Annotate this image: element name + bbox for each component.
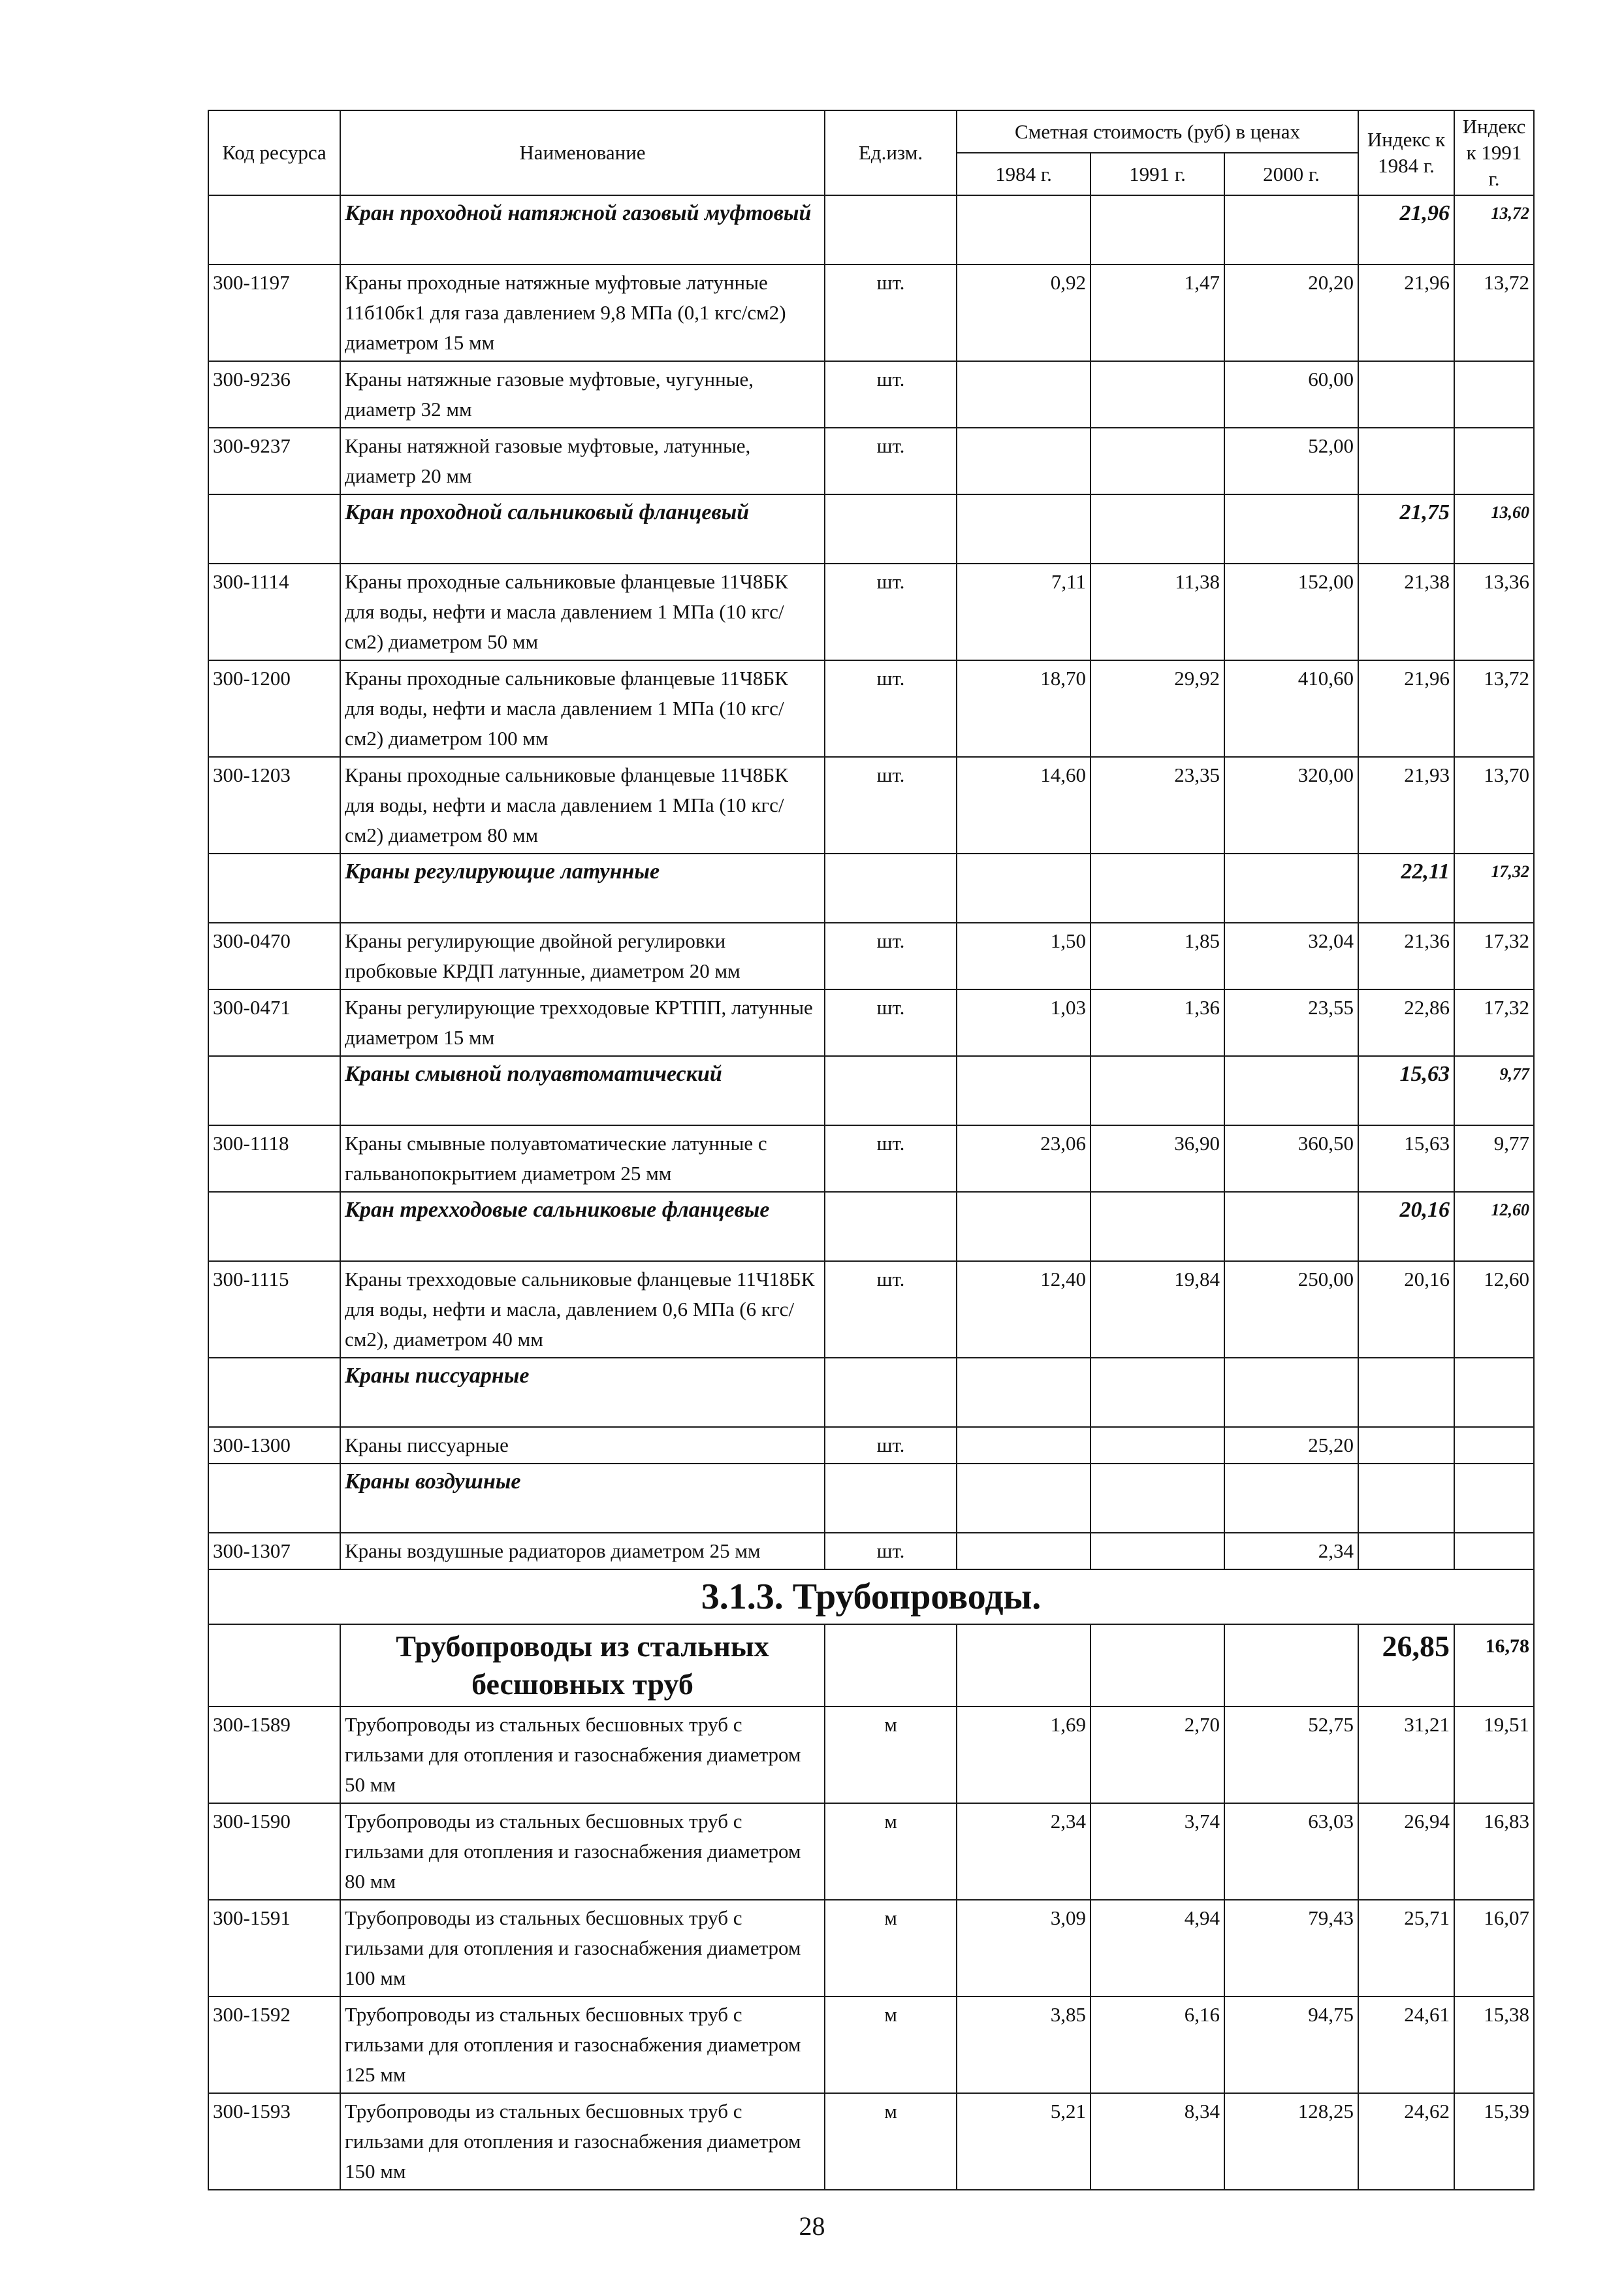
header-code: Код ресурса (208, 110, 340, 195)
cost-1991 (1091, 428, 1224, 494)
index-1991 (1454, 1533, 1534, 1569)
group-name: Краны смывной полуавтоматический (340, 1056, 825, 1125)
cost-1984: 3,85 (957, 1996, 1091, 2093)
cost-1984: 2,34 (957, 1803, 1091, 1900)
group-index-1984 (1358, 1464, 1454, 1533)
group-index-1991 (1454, 1358, 1534, 1427)
group-code-empty (208, 494, 340, 564)
group-code-empty (208, 1056, 340, 1125)
resource-name: Краны писсуарные (340, 1427, 825, 1464)
big-group-index-1991: 16,78 (1454, 1624, 1534, 1707)
index-1991: 15,39 (1454, 2093, 1534, 2190)
cost-2000: 250,00 (1224, 1261, 1358, 1358)
table-row (208, 1996, 1534, 2093)
cost-2000: 60,00 (1224, 361, 1358, 428)
resource-code: 300-9236 (208, 361, 340, 428)
cost-1984: 3,09 (957, 1900, 1091, 1996)
group-empty (957, 854, 1091, 923)
cost-2000: 52,00 (1224, 428, 1358, 494)
group-index-1991: 13,72 (1454, 195, 1534, 265)
unit-of-measure: шт. (825, 757, 957, 854)
group-index-1984 (1358, 1358, 1454, 1427)
group-empty (825, 1056, 957, 1125)
table-row (208, 1803, 1534, 1900)
group-code-empty (208, 1464, 340, 1533)
table-row (208, 428, 1534, 494)
resource-name: Трубопроводы из стальных бесшовных труб с гильзами для отопления и газоснабжения диаметром 150 мм (340, 2093, 825, 2190)
index-1991: 17,32 (1454, 923, 1534, 989)
group-name: Краны регулирующие латунные (340, 854, 825, 923)
index-1991 (1454, 428, 1534, 494)
unit-of-measure: шт. (825, 1261, 957, 1358)
cost-1984: 1,03 (957, 989, 1091, 1056)
group-index-1991: 17,32 (1454, 854, 1534, 923)
cost-1984 (957, 1533, 1091, 1569)
cost-2000: 94,75 (1224, 1996, 1358, 2093)
group-row (208, 1192, 1534, 1261)
group-empty (957, 1358, 1091, 1427)
cost-1991: 8,34 (1091, 2093, 1224, 2190)
table-row (208, 265, 1534, 361)
resource-name: Краны проходные сальниковые фланцевые 11Ч8БК для воды, нефти и масла давлением 1 МПа (10 кгс/см2) диаметром 100 мм (340, 660, 825, 757)
resource-code: 300-1590 (208, 1803, 340, 1900)
index-1984: 21,96 (1358, 660, 1454, 757)
index-1991 (1454, 1427, 1534, 1464)
resource-name: Краны проходные натяжные муфтовые латунные 11б10бк1 для газа давлением 9,8 МПа (0,1 кгс/см2) диаметром 15 мм (340, 265, 825, 361)
cost-1984: 14,60 (957, 757, 1091, 854)
group-index-1984: 21,96 (1358, 195, 1454, 265)
resource-name: Краны проходные сальниковые фланцевые 11Ч8БК для воды, нефти и масла давлением 1 МПа (10 кгс/см2) диаметром 80 мм (340, 757, 825, 854)
cost-1984 (957, 361, 1091, 428)
group-code-empty (208, 1192, 340, 1261)
cost-1984: 0,92 (957, 265, 1091, 361)
cost-1991: 2,70 (1091, 1707, 1224, 1803)
index-1984: 21,96 (1358, 265, 1454, 361)
index-1984 (1358, 1533, 1454, 1569)
group-index-1984: 20,16 (1358, 1192, 1454, 1261)
price-table (208, 110, 1535, 2190)
group-empty (957, 1624, 1091, 1707)
table-row (208, 1427, 1534, 1464)
table-header (208, 110, 1534, 195)
group-row (208, 1056, 1534, 1125)
resource-code: 300-1593 (208, 2093, 340, 2190)
table-row (208, 757, 1534, 854)
table-row (208, 989, 1534, 1056)
group-index-1991: 12,60 (1454, 1192, 1534, 1261)
group-index-1991: 13,60 (1454, 494, 1534, 564)
group-empty (1091, 1624, 1224, 1707)
group-empty (957, 1464, 1091, 1533)
cost-1991: 3,74 (1091, 1803, 1224, 1900)
group-empty (1224, 1464, 1358, 1533)
table-row (208, 361, 1534, 428)
index-1984: 24,62 (1358, 2093, 1454, 2190)
section-title: 3.1.3. Трубопроводы. (208, 1569, 1534, 1624)
index-1991: 13,70 (1454, 757, 1534, 854)
group-index-1991 (1454, 1464, 1534, 1533)
group-empty (1091, 494, 1224, 564)
group-empty (825, 854, 957, 923)
unit-of-measure: шт. (825, 660, 957, 757)
header-unit: Ед.изм. (825, 110, 957, 195)
index-1984 (1358, 361, 1454, 428)
cost-1991: 29,92 (1091, 660, 1224, 757)
cost-2000: 52,75 (1224, 1707, 1358, 1803)
unit-of-measure: шт. (825, 989, 957, 1056)
group-empty (957, 195, 1091, 265)
unit-of-measure: шт. (825, 564, 957, 660)
table-row (208, 1707, 1534, 1803)
table-row (208, 1261, 1534, 1358)
index-1991: 13,36 (1454, 564, 1534, 660)
index-1991: 13,72 (1454, 265, 1534, 361)
cost-1991: 6,16 (1091, 1996, 1224, 2093)
group-row (208, 854, 1534, 923)
table-row (208, 923, 1534, 989)
cost-2000: 32,04 (1224, 923, 1358, 989)
group-row (208, 1358, 1534, 1427)
header-index-1984: Индекс к 1984 г. (1358, 110, 1454, 195)
unit-of-measure: м (825, 1900, 957, 1996)
resource-name: Краны натяжные газовые муфтовые, чугунные, диаметр 32 мм (340, 361, 825, 428)
resource-name: Трубопроводы из стальных бесшовных труб с гильзами для отопления и газоснабжения диаметром 80 мм (340, 1803, 825, 1900)
group-empty (1224, 1056, 1358, 1125)
header-year-1984: 1984 г. (957, 153, 1091, 195)
cost-2000: 79,43 (1224, 1900, 1358, 1996)
unit-of-measure: м (825, 1803, 957, 1900)
cost-2000: 25,20 (1224, 1427, 1358, 1464)
group-empty (1224, 854, 1358, 923)
index-1991: 16,83 (1454, 1803, 1534, 1900)
group-row (208, 1464, 1534, 1533)
index-1984: 21,38 (1358, 564, 1454, 660)
cost-1991 (1091, 361, 1224, 428)
index-1991: 17,32 (1454, 989, 1534, 1056)
index-1984: 22,86 (1358, 989, 1454, 1056)
header-year-1991: 1991 г. (1091, 153, 1224, 195)
unit-of-measure: м (825, 2093, 957, 2190)
group-name: Краны воздушные (340, 1464, 825, 1533)
cost-1984 (957, 428, 1091, 494)
group-empty (1091, 1464, 1224, 1533)
cost-1991: 36,90 (1091, 1125, 1224, 1192)
group-empty (1224, 1192, 1358, 1261)
section-row (208, 1569, 1534, 1624)
group-index-1984: 22,11 (1358, 854, 1454, 923)
index-1984: 26,94 (1358, 1803, 1454, 1900)
cost-1991: 4,94 (1091, 1900, 1224, 1996)
group-empty (1091, 1056, 1224, 1125)
resource-name: Трубопроводы из стальных бесшовных труб с гильзами для отопления и газоснабжения диаметром 50 мм (340, 1707, 825, 1803)
cost-1991 (1091, 1427, 1224, 1464)
group-empty (957, 1192, 1091, 1261)
resource-name: Трубопроводы из стальных бесшовных труб с гильзами для отопления и газоснабжения диаметром 125 мм (340, 1996, 825, 2093)
cost-1984: 23,06 (957, 1125, 1091, 1192)
index-1984: 31,21 (1358, 1707, 1454, 1803)
resource-code: 300-1592 (208, 1996, 340, 2093)
group-code-empty (208, 1624, 340, 1707)
big-group-row (208, 1624, 1534, 1707)
resource-name: Трубопроводы из стальных бесшовных труб с гильзами для отопления и газоснабжения диаметром 100 мм (340, 1900, 825, 1996)
index-1984: 21,93 (1358, 757, 1454, 854)
header-name: Наименование (340, 110, 825, 195)
unit-of-measure: м (825, 1996, 957, 2093)
unit-of-measure: шт. (825, 923, 957, 989)
group-code-empty (208, 1358, 340, 1427)
group-empty (957, 1056, 1091, 1125)
group-empty (1091, 195, 1224, 265)
table-row (208, 564, 1534, 660)
resource-code: 300-1589 (208, 1707, 340, 1803)
group-code-empty (208, 195, 340, 265)
table-row (208, 2093, 1534, 2190)
index-1991: 16,07 (1454, 1900, 1534, 1996)
group-name: Кран трехходовые сальниковые фланцевые (340, 1192, 825, 1261)
cost-1984: 1,69 (957, 1707, 1091, 1803)
header-index-1991: Индекс к 1991 г. (1454, 110, 1534, 195)
group-row (208, 494, 1534, 564)
cost-2000: 23,55 (1224, 989, 1358, 1056)
index-1984: 21,36 (1358, 923, 1454, 989)
header-cost-group: Сметная стоимость (руб) в ценах (957, 110, 1358, 153)
resource-code: 300-1200 (208, 660, 340, 757)
unit-of-measure: шт. (825, 428, 957, 494)
cost-2000: 152,00 (1224, 564, 1358, 660)
group-empty (1224, 1624, 1358, 1707)
group-empty (1091, 854, 1224, 923)
index-1984: 25,71 (1358, 1900, 1454, 1996)
cost-2000: 410,60 (1224, 660, 1358, 757)
cost-1991: 1,85 (1091, 923, 1224, 989)
index-1984: 20,16 (1358, 1261, 1454, 1358)
group-empty (957, 494, 1091, 564)
group-empty (825, 1192, 957, 1261)
cost-1984: 12,40 (957, 1261, 1091, 1358)
index-1991: 9,77 (1454, 1125, 1534, 1192)
unit-of-measure: шт. (825, 1533, 957, 1569)
index-1984: 15,63 (1358, 1125, 1454, 1192)
index-1984: 24,61 (1358, 1996, 1454, 2093)
cost-2000: 360,50 (1224, 1125, 1358, 1192)
page-number: 28 (799, 2211, 825, 2241)
cost-2000: 128,25 (1224, 2093, 1358, 2190)
index-1984 (1358, 428, 1454, 494)
index-1984 (1358, 1427, 1454, 1464)
group-row (208, 195, 1534, 265)
resource-code: 300-1591 (208, 1900, 340, 1996)
group-index-1984: 15,63 (1358, 1056, 1454, 1125)
group-index-1984: 21,75 (1358, 494, 1454, 564)
resource-code: 300-1114 (208, 564, 340, 660)
group-empty (1224, 195, 1358, 265)
big-group-name: Трубопроводы из стальных бесшовных труб (340, 1624, 825, 1707)
group-code-empty (208, 854, 340, 923)
resource-name: Краны смывные полуавтоматические латунные с гальванопокрытием диаметром 25 мм (340, 1125, 825, 1192)
cost-2000: 63,03 (1224, 1803, 1358, 1900)
group-empty (1224, 494, 1358, 564)
group-name: Краны писсуарные (340, 1358, 825, 1427)
cost-1984 (957, 1427, 1091, 1464)
resource-name: Краны регулирующие двойной регулировки пробковые КРДП латунные, диаметром 20 мм (340, 923, 825, 989)
unit-of-measure: м (825, 1707, 957, 1803)
cost-2000: 20,20 (1224, 265, 1358, 361)
resource-name: Краны натяжной газовые муфтовые, латунные, диаметр 20 мм (340, 428, 825, 494)
cost-1984: 7,11 (957, 564, 1091, 660)
cost-1991: 1,47 (1091, 265, 1224, 361)
cost-1984: 1,50 (957, 923, 1091, 989)
index-1991 (1454, 361, 1534, 428)
group-empty (825, 1464, 957, 1533)
group-empty (1091, 1358, 1224, 1427)
cost-1991: 1,36 (1091, 989, 1224, 1056)
cost-1991: 23,35 (1091, 757, 1224, 854)
cost-2000: 320,00 (1224, 757, 1358, 854)
resource-code: 300-9237 (208, 428, 340, 494)
group-name: Кран проходной натяжной газовый муфтовый (340, 195, 825, 265)
header-year-2000: 2000 г. (1224, 153, 1358, 195)
index-1991: 13,72 (1454, 660, 1534, 757)
cost-1991: 11,38 (1091, 564, 1224, 660)
group-index-1991: 9,77 (1454, 1056, 1534, 1125)
index-1991: 15,38 (1454, 1996, 1534, 2093)
cost-1991 (1091, 1533, 1224, 1569)
resource-code: 300-1203 (208, 757, 340, 854)
group-empty (1224, 1358, 1358, 1427)
table-row (208, 1125, 1534, 1192)
table-row (208, 1900, 1534, 1996)
resource-code: 300-1118 (208, 1125, 340, 1192)
unit-of-measure: шт. (825, 265, 957, 361)
resource-name: Краны воздушные радиаторов диаметром 25 мм (340, 1533, 825, 1569)
group-empty (1091, 1192, 1224, 1261)
group-empty (825, 1624, 957, 1707)
group-empty (825, 494, 957, 564)
unit-of-measure: шт. (825, 1125, 957, 1192)
resource-code: 300-1307 (208, 1533, 340, 1569)
cost-2000: 2,34 (1224, 1533, 1358, 1569)
resource-code: 300-0470 (208, 923, 340, 989)
unit-of-measure: шт. (825, 1427, 957, 1464)
cost-1984: 18,70 (957, 660, 1091, 757)
resource-code: 300-1197 (208, 265, 340, 361)
resource-code: 300-0471 (208, 989, 340, 1056)
group-empty (825, 195, 957, 265)
group-empty (825, 1358, 957, 1427)
index-1991: 19,51 (1454, 1707, 1534, 1803)
resource-name: Краны трехходовые сальниковые фланцевые 11Ч18БК для воды, нефти и масла, давлением 0,6 МПа (6 кгс/см2), диаметром 40 мм (340, 1261, 825, 1358)
table-row (208, 1533, 1534, 1569)
unit-of-measure: шт. (825, 361, 957, 428)
resource-code: 300-1300 (208, 1427, 340, 1464)
group-name: Кран проходной сальниковый фланцевый (340, 494, 825, 564)
resource-code: 300-1115 (208, 1261, 340, 1358)
index-1991: 12,60 (1454, 1261, 1534, 1358)
cost-1984: 5,21 (957, 2093, 1091, 2190)
resource-name: Краны проходные сальниковые фланцевые 11Ч8БК для воды, нефти и масла давлением 1 МПа (10 кгс/см2) диаметром 50 мм (340, 564, 825, 660)
cost-1991: 19,84 (1091, 1261, 1224, 1358)
table-row (208, 660, 1534, 757)
big-group-index-1984: 26,85 (1358, 1624, 1454, 1707)
resource-name: Краны регулирующие трехходовые КРТПП, латунные диаметром 15 мм (340, 989, 825, 1056)
table-body (208, 195, 1534, 2190)
